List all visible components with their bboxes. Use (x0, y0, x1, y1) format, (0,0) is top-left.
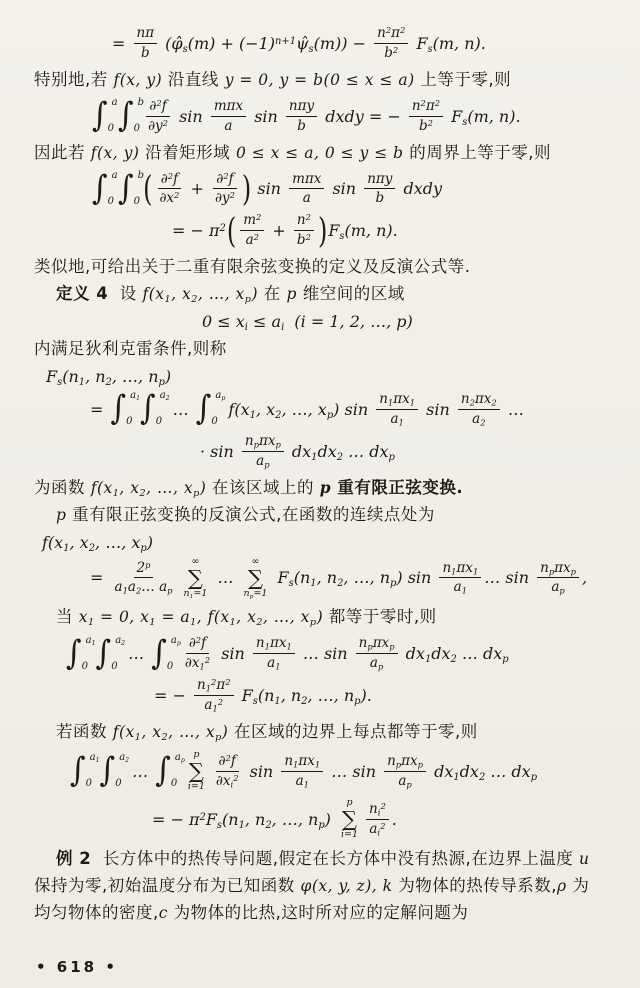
integral-limits (111, 634, 126, 672)
math-fraction (374, 25, 408, 62)
formula-line (34, 312, 616, 331)
fraction-denominator: $a_1a_2\dots$ $a_p$ (114, 579, 173, 596)
sum-upper-limit: p (193, 748, 200, 760)
integral-glyph: ∫ (92, 168, 108, 208)
math-run: $0 \le x_i \le a_i$ (i = 1, 2, …, p) (202, 312, 413, 333)
math-run: dxdy = − (320, 106, 406, 126)
formula-line (34, 212, 616, 249)
math-run: p (286, 285, 297, 303)
math-run: sin (249, 106, 283, 126)
math-fraction (439, 560, 481, 597)
formula-line (34, 677, 616, 714)
fraction-numerator: $n_i^2$ (366, 801, 389, 820)
text-line (34, 281, 616, 307)
text-line (34, 336, 616, 362)
fraction-denominator: $a_1$ (390, 410, 404, 428)
math-run: = (90, 399, 109, 419)
integral-lower-limit: 0 (85, 778, 93, 790)
integral-sign (151, 633, 181, 673)
sum-upper-limit: ∞ (251, 555, 260, 567)
integral-sign (118, 168, 145, 208)
integral-lower-limit: 0 (126, 416, 133, 428)
sum-lower-limit: i=1 (187, 781, 205, 793)
big-paren: ( (226, 210, 237, 251)
integral-lower-limit: 0 (211, 416, 218, 428)
integral-upper-limit: $a_1$ (85, 634, 96, 647)
integral-glyph: ∫ (110, 389, 127, 429)
text-run: 沿着矩形域 (139, 142, 236, 162)
fraction-numerator: $n_1^2\pi^2$ (194, 677, 234, 696)
integral-lower-limit: 0 (155, 416, 163, 428)
math-run: + (185, 179, 209, 199)
fraction-numerator: ∂$^2$f (146, 98, 169, 117)
integral-sign (195, 389, 226, 429)
integral-limits (133, 169, 145, 207)
text-run: 若函数 (56, 721, 113, 741)
fraction-numerator: nπy (364, 171, 395, 190)
fraction-denominator: $a_1^2$ (204, 696, 224, 714)
math-fraction (112, 560, 176, 597)
math-run: $f(x_1$, $x_2$, …, $x_p$) (142, 285, 259, 305)
text-run: 在区域的边界上每点都等于零,则 (228, 721, 478, 741)
fraction-numerator: ∂$^2$f (158, 171, 181, 190)
integral-glyph: ∫ (70, 751, 86, 791)
text-run: 为 (566, 875, 590, 895)
math-run: . (391, 809, 397, 829)
math-run: sin (174, 106, 208, 126)
math-run: … (127, 761, 154, 781)
fraction-numerator: $n^2$ (294, 212, 314, 231)
integral-limits (170, 752, 185, 790)
math-run: $f(x_1$, $x_2$, …, $x_p$) (112, 722, 229, 743)
text-line (34, 846, 616, 872)
math-fraction (294, 212, 314, 249)
math-fraction (376, 391, 418, 428)
math-run: y = 0, y = b(0 ≤ x ≤ a) (224, 70, 415, 89)
math-fraction (156, 171, 182, 208)
text-run: 为函数 (34, 477, 91, 497)
math-run: f(x, y) (113, 70, 163, 89)
integral-lower-limit: 0 (81, 660, 89, 672)
formula-line (34, 168, 616, 210)
sum-lower-limit: $n_1=1$ (183, 587, 208, 600)
formula-line (34, 95, 616, 136)
fraction-numerator: mπx (289, 171, 324, 190)
fraction-numerator: $n_1\pi x_1$ (439, 560, 481, 579)
fraction-numerator: ∂$^2$f (186, 635, 209, 654)
text-run: 的周界上等于零,则 (403, 142, 552, 162)
integral-sign (70, 751, 100, 791)
fraction-denominator: $a_p$ (256, 452, 270, 470)
bold-math-run: p (319, 477, 332, 497)
integral-sign (118, 95, 145, 136)
math-fraction (242, 433, 284, 470)
integral-sign (66, 633, 96, 673)
integral-glyph: ∫ (92, 95, 108, 136)
fraction-numerator: $m^2$ (240, 212, 264, 231)
math-run: … sin (297, 644, 353, 664)
fraction-numerator: $n_p\pi x_p$ (537, 560, 579, 579)
math-run: … (212, 568, 239, 588)
text-line (34, 719, 616, 745)
integral-lower-limit: 0 (115, 778, 122, 790)
text-line (34, 140, 616, 166)
math-run: $F_s(m$, n). (328, 221, 398, 243)
formula-line (34, 533, 616, 552)
fraction-denominator: a (224, 117, 233, 134)
integral-upper-limit: $a_1$ (89, 752, 100, 765)
text-run: 保持为零,初始温度分布为已知函数 (34, 875, 301, 895)
math-run: $f(x_1$, $x_2$, …, $x_p$) (42, 532, 153, 554)
fraction-denominator: $a_1$ (453, 579, 468, 596)
math-run: p (56, 505, 67, 524)
integral-limits (107, 97, 118, 135)
fraction-denominator: $\partial y^2$ (148, 117, 168, 134)
sum-upper-limit: ∞ (191, 555, 200, 567)
integral-upper-limit: b (137, 169, 145, 181)
math-fraction (537, 560, 579, 597)
big-paren: ) (317, 210, 328, 251)
fraction-denominator: $\partial x_1^2$ (184, 655, 211, 672)
integral-lower-limit: 0 (170, 778, 178, 790)
math-fraction (281, 753, 323, 790)
math-run: sin (327, 179, 362, 199)
fraction-denominator: $a_i^2$ (369, 820, 386, 838)
fraction-numerator: mπx (211, 98, 246, 117)
math-run: … sin (326, 761, 382, 781)
integral-glyph: ∫ (140, 389, 156, 429)
formula-line (34, 635, 616, 672)
fraction-denominator: $b^2$ (418, 117, 433, 134)
math-run: … (123, 644, 150, 664)
integral-upper-limit: a (111, 97, 118, 109)
text-run: 维空间的区域 (296, 284, 405, 303)
fraction-denominator: $b^2$ (384, 44, 399, 61)
math-run: $F_s(m$, n). (446, 106, 521, 128)
math-run: + (267, 221, 291, 241)
text-run: 重有限正弦变换的反演公式,在函数的连续点处为 (66, 504, 435, 524)
math-run: $F_s(n_1$, $n_2$, …, $n_p$). (236, 686, 372, 708)
math-fraction (253, 635, 295, 672)
integral-lower-limit: 0 (111, 660, 118, 672)
math-fraction (356, 635, 398, 672)
math-fraction (213, 753, 242, 790)
sum-lower-limit: $n_p=1$ (243, 587, 268, 600)
fraction-numerator: $n_2\pi x_2$ (458, 391, 500, 410)
math-run: ρ (557, 876, 567, 895)
text-run: 都等于零时,则 (323, 607, 437, 627)
math-run: $dx_1dx_2$ … $dx_p$ (400, 644, 509, 666)
integral-limits (166, 634, 181, 672)
math-run: φ(x, y, z), k (300, 876, 393, 895)
math-fraction (240, 212, 264, 249)
fraction-denominator: $b^2$ (296, 231, 311, 249)
math-run: … (167, 399, 194, 419)
math-fraction (458, 391, 500, 428)
integral-limits (211, 390, 226, 428)
integral-upper-limit: $a_p$ (170, 634, 181, 647)
formula-line (34, 391, 616, 428)
math-fraction (194, 677, 234, 714)
integral-upper-limit: $a_2$ (159, 390, 170, 403)
math-run: sin (216, 644, 250, 664)
math-run: $F_s(n_1$, $n_2$, …, $n_p$) (46, 367, 172, 388)
fraction-denominator: $\partial x_i^2$ (215, 772, 239, 790)
math-run: $x_1 = 0$, $x_1 = a_1$, $f(x_1$, $x_2$, …, $x_p$) (78, 608, 324, 629)
text-run: 内满足狄利克雷条件,则称 (34, 339, 227, 358)
sum-lower-limit: i=1 (341, 829, 359, 841)
math-run: sin (244, 761, 279, 781)
fraction-numerator: ∂$^2$f (213, 171, 236, 190)
math-fraction (211, 98, 246, 135)
integral-lower-limit: 0 (107, 195, 115, 207)
math-run: u (578, 849, 590, 868)
math-fraction (409, 98, 443, 135)
integral-lower-limit: 0 (107, 123, 115, 135)
integral-limits (81, 634, 96, 672)
integral-upper-limit: b (137, 97, 145, 109)
integral-sign (95, 633, 126, 673)
fraction-denominator: b (375, 190, 385, 207)
text-run: 上等于零,则 (414, 69, 512, 89)
bold-text-run: 例 2 (56, 848, 92, 868)
text-line (34, 67, 616, 93)
text-line (34, 873, 616, 899)
formula-line (34, 750, 616, 793)
fraction-numerator: $n_p\pi x_p$ (242, 433, 284, 452)
text-run: 因此若 (34, 142, 91, 162)
formula-line (34, 557, 616, 600)
math-fraction (212, 171, 238, 208)
integral-upper-limit: $a_p$ (215, 390, 226, 403)
fraction-denominator: $a_1$ (267, 655, 281, 672)
math-run: = − $\pi^2F_s(n_1$, $n_2$, …, $n_p$) (152, 809, 336, 831)
fraction-numerator: 2$^p$ (134, 560, 154, 579)
text-run: 为物体的比热,这时所对应的定解问题为 (167, 902, 469, 922)
math-run: sin (252, 179, 287, 199)
integral-limits (115, 752, 130, 790)
fraction-numerator: ∂$^2$f (216, 753, 239, 772)
bold-text-run: 定义 4 (56, 284, 109, 303)
document-body (34, 25, 616, 926)
integral-sign (155, 751, 185, 791)
text-run: 特别地,若 (34, 69, 114, 89)
fraction-numerator: nπy (286, 98, 317, 117)
fraction-numerator: nπ (134, 25, 158, 44)
integral-lower-limit: 0 (166, 660, 174, 672)
fraction-denominator: $a_1$ (295, 772, 309, 790)
text-line (34, 475, 616, 501)
sigma-glyph: ∑ (342, 807, 358, 832)
text-line (34, 502, 616, 528)
fraction-denominator: b (140, 44, 150, 61)
math-fraction (364, 171, 395, 208)
integral-glyph: ∫ (118, 95, 134, 136)
integral-glyph: ∫ (118, 168, 134, 208)
fraction-denominator: $\partial y^2$ (214, 190, 235, 207)
fraction-numerator: $n^2\pi^2$ (409, 98, 443, 117)
bold-text-run: 重有限正弦变换. (331, 477, 464, 497)
math-run: = (90, 568, 109, 588)
math-run: f(x, y) (90, 143, 140, 162)
math-run: $F_s(n_1$, $n_2$, …, $n_p$) sin (272, 568, 437, 590)
fraction-denominator: a (302, 190, 311, 207)
text-line (34, 604, 616, 630)
fraction-denominator: $\partial x^2$ (159, 190, 180, 207)
fraction-numerator: $n_p\pi x_p$ (384, 753, 426, 772)
formula-line (34, 367, 616, 386)
fraction-denominator: $a_p$ (369, 655, 384, 672)
integral-sign (110, 389, 141, 429)
formula-line (34, 798, 616, 841)
text-run: 设 (108, 284, 143, 303)
integral-glyph: ∫ (151, 633, 167, 673)
integral-upper-limit: $a_2$ (115, 634, 126, 647)
integral-glyph: ∫ (195, 389, 212, 429)
text-run: 在该区域上的 (206, 477, 320, 497)
sigma-glyph: ∑ (248, 565, 263, 590)
fraction-denominator: $a_p$ (551, 579, 565, 596)
sum-upper-limit: p (346, 796, 353, 808)
fraction-denominator: $a^2$ (245, 231, 259, 249)
integral-upper-limit: $a_p$ (174, 752, 185, 765)
fraction-denominator: $a_p$ (398, 772, 412, 790)
integral-glyph: ∫ (155, 751, 171, 791)
summation-sign (341, 798, 358, 841)
math-run: = − $\pi^2$ (172, 221, 226, 241)
integral-glyph: ∫ (99, 751, 116, 791)
sigma-glyph: ∑ (188, 759, 204, 784)
math-run: dxdy (398, 179, 443, 199)
integral-glyph: ∫ (95, 633, 112, 673)
text-run: 均匀物体的密度, (34, 902, 159, 922)
math-fraction (182, 635, 213, 672)
text-line (34, 900, 616, 926)
sigma-glyph: ∑ (187, 565, 203, 590)
integral-lower-limit: 0 (133, 123, 141, 135)
integral-upper-limit: $a_2$ (119, 752, 130, 765)
big-paren: ) (241, 168, 252, 210)
math-fraction (384, 753, 426, 790)
math-run: sin (421, 399, 455, 419)
math-run: = (112, 33, 131, 53)
text-run: 为物体的热传导系数, (392, 875, 558, 895)
page-number: • 618 • (36, 958, 118, 976)
text-run: 在 (258, 284, 287, 303)
math-run: $dx_1dx_2$ … $dx_p$ (286, 441, 395, 463)
integral-glyph: ∫ (66, 633, 82, 673)
summation-sign (183, 557, 207, 600)
integral-sign (92, 95, 118, 136)
math-fraction (286, 98, 317, 135)
integral-lower-limit: 0 (133, 195, 141, 207)
math-run: $dx_1dx_2$ … $dx_p$ (429, 761, 538, 783)
text-line (34, 254, 616, 280)
integral-limits (133, 97, 145, 135)
integral-sign (140, 389, 170, 429)
integral-sign (92, 168, 118, 208)
fraction-numerator: $n_1\pi x_1$ (253, 635, 295, 654)
fraction-numerator: $n_p\pi x_p$ (356, 635, 398, 654)
math-run: · sin (200, 441, 239, 461)
math-run: 0 ≤ x ≤ a, 0 ≤ y ≤ b (235, 143, 404, 162)
math-run: … (502, 399, 524, 419)
math-run: $f(x_1$, $x_2$, …, $x_p$) (90, 478, 207, 499)
integral-limits (155, 390, 170, 428)
math-run: $F_s(m$, n). (411, 33, 486, 55)
math-run: ($\varphî_s(m)$ + $(-1)^{n+1}\psî_s(m)$) − (160, 33, 372, 55)
integral-upper-limit: $a_1$ (130, 390, 141, 403)
integral-limits (107, 169, 118, 207)
integral-limits (126, 390, 141, 428)
fraction-denominator: $a_2$ (472, 410, 486, 428)
fraction-denominator: b (297, 117, 306, 134)
fraction-numerator: $n_1\pi x_1$ (376, 391, 418, 410)
integral-limits (85, 752, 100, 790)
formula-line (34, 433, 616, 470)
math-run: = − (154, 686, 191, 706)
fraction-numerator: $n^2\pi^2$ (374, 25, 408, 44)
math-fraction (289, 171, 324, 208)
math-fraction (366, 801, 389, 838)
math-run: , (582, 568, 588, 588)
math-fraction (145, 98, 171, 135)
math-run: $f(x_1$, $x_2$, …, $x_p$) sin (223, 399, 374, 421)
text-run: 沿直线 (162, 69, 225, 89)
math-run: … sin (484, 568, 535, 588)
integral-sign (99, 751, 130, 791)
fraction-numerator: $n_1\pi x_1$ (281, 753, 323, 772)
summation-sign (188, 750, 205, 793)
formula-line (34, 25, 616, 62)
text-run: 当 (56, 607, 79, 627)
text-run: 类似地,可给出关于二重有限余弦变换的定义及反演公式等. (34, 257, 471, 276)
text-run: 长方体中的热传导问题,假定在长方体中没有热源,在边界上温度 (91, 848, 579, 868)
integral-upper-limit: a (111, 169, 118, 181)
big-paren: ( (143, 168, 153, 210)
summation-sign (244, 557, 268, 600)
math-fraction (134, 25, 158, 62)
math-run: c (158, 903, 168, 922)
